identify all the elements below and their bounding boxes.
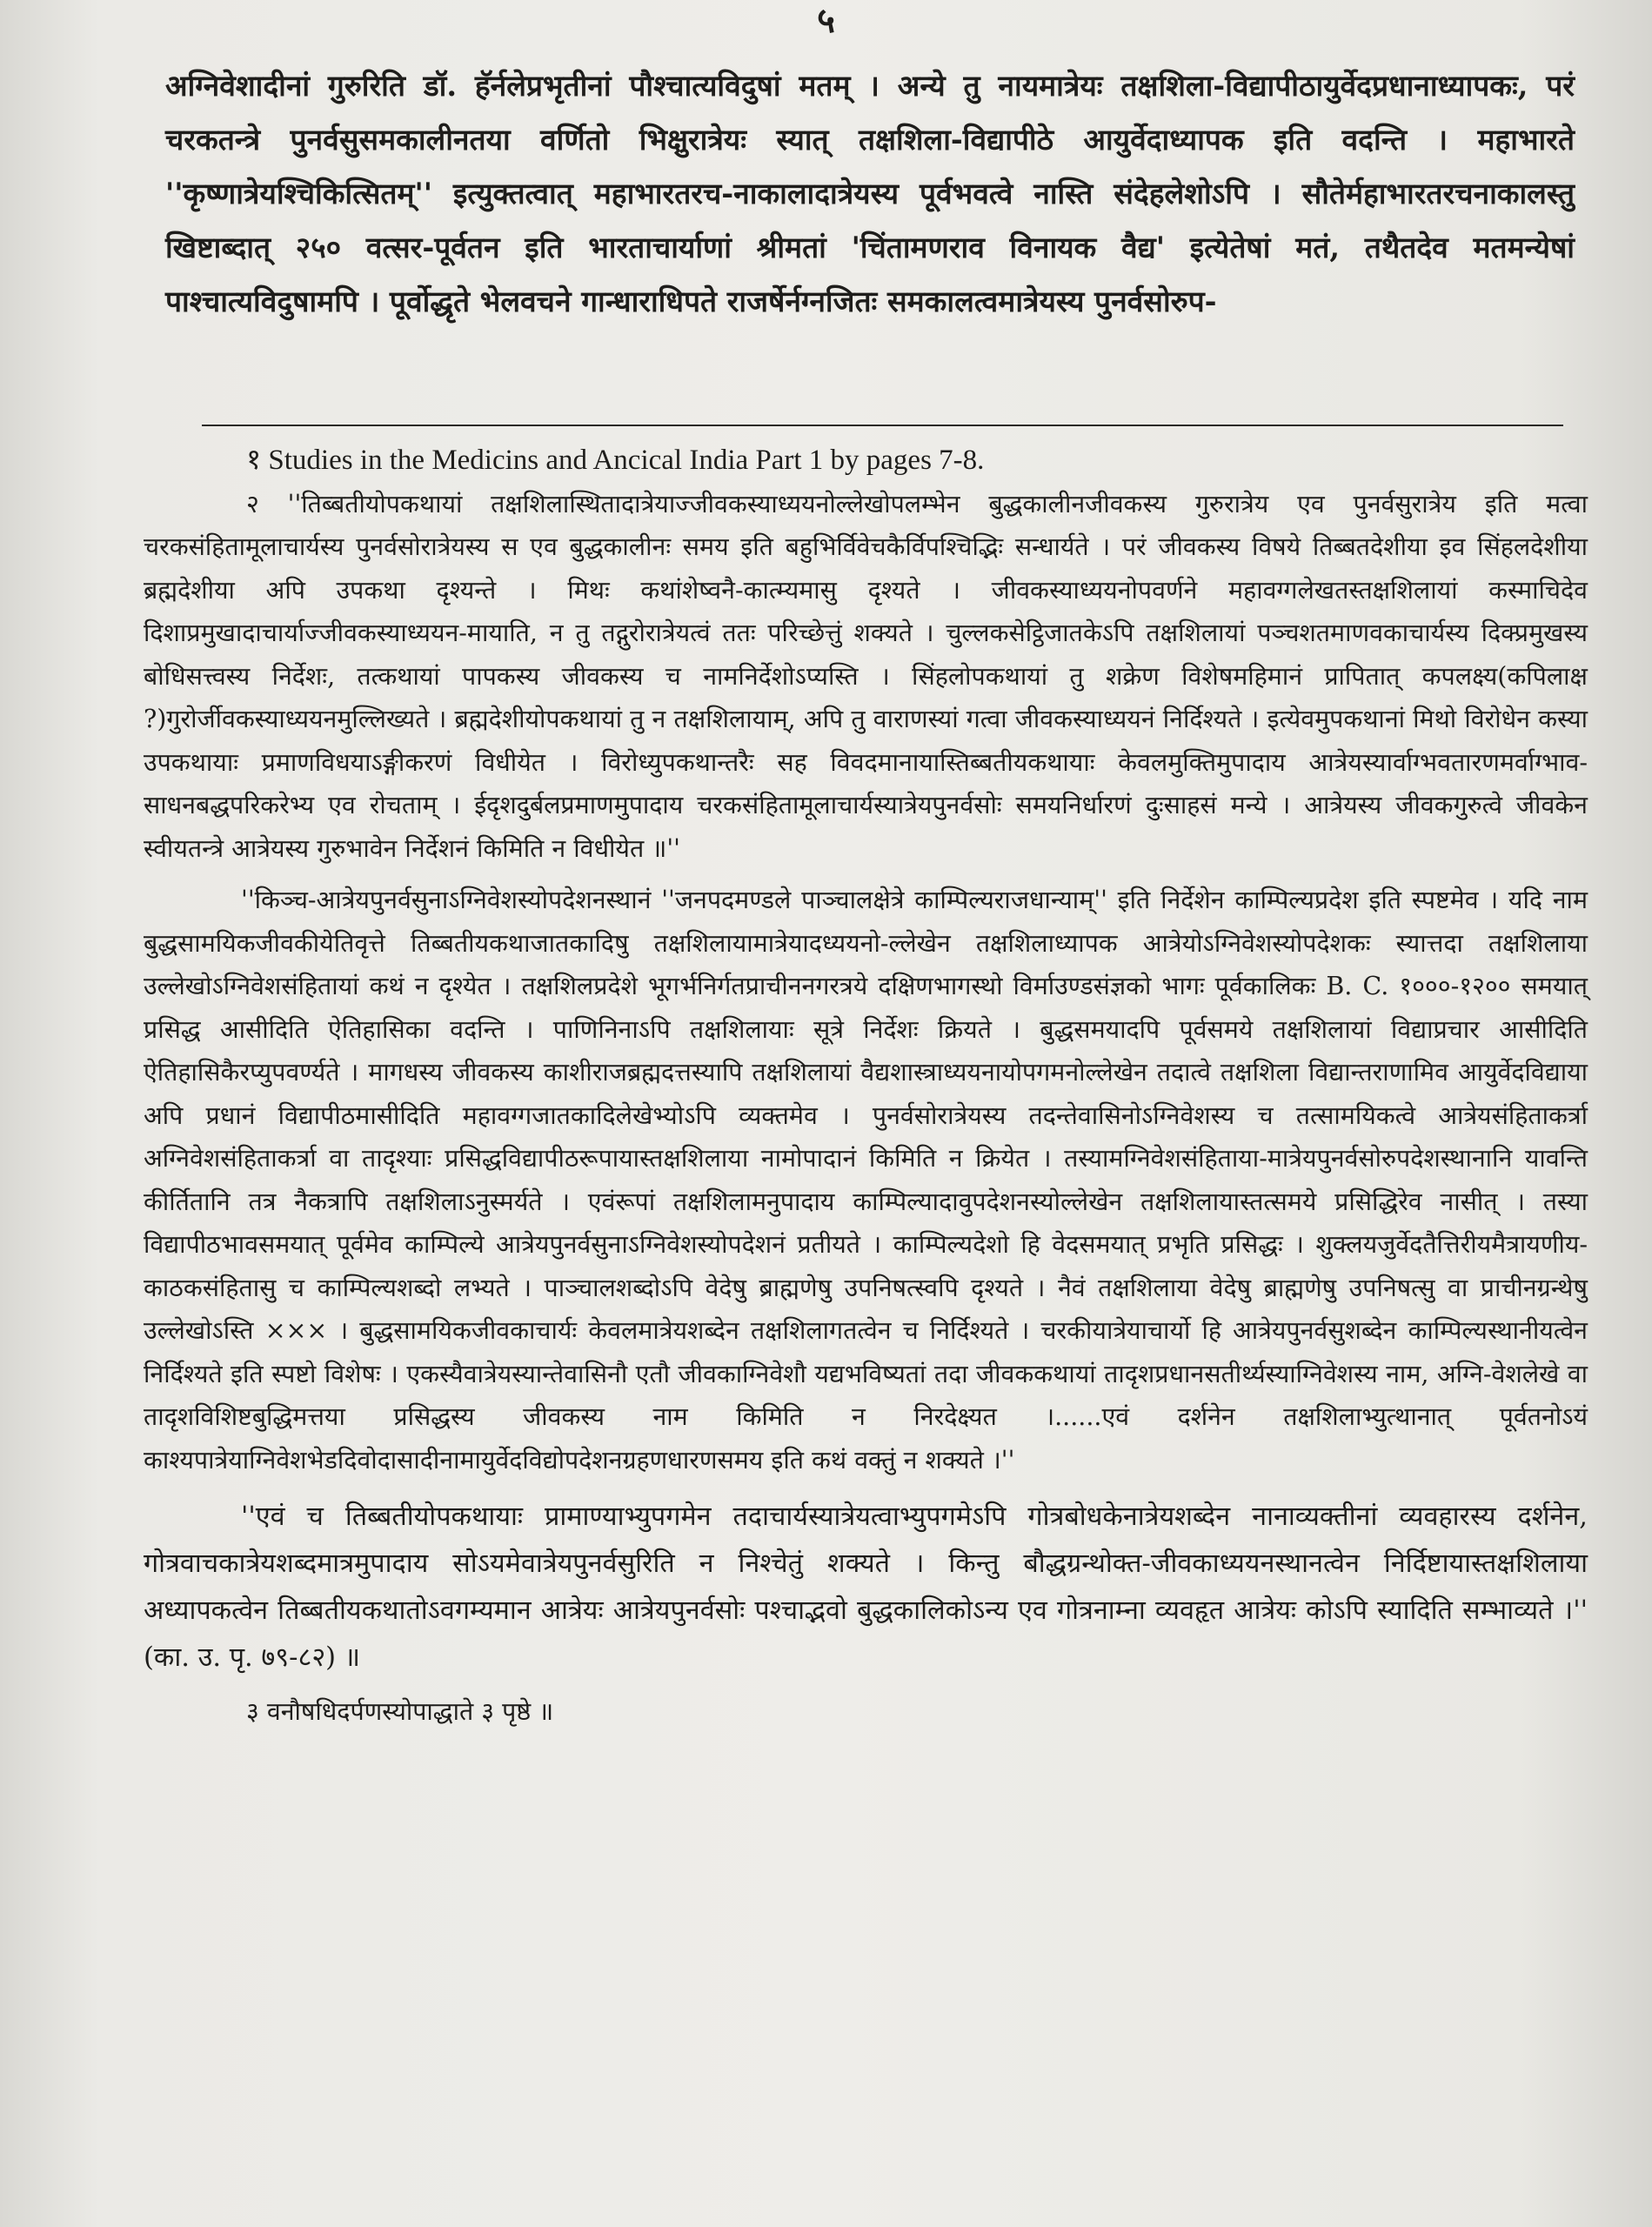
footnote-3: ३ वनौषधिदर्पणस्योपाद्धाते ३ पृष्ठे ॥	[246, 1697, 554, 1726]
footnote-2-paragraph-1: २ ''तिब्बतीयोपकथायां तक्षशिलास्थितादात्रेयाज्जीवकस्याध्ययनोल्लेखोपलम्भेन बुद्धकालीनजीवकस्य गुरुरात्रेय एव पुनर्वसुरात्रेय इति मत्वा चरकसंहितामूलाचार्यस्य पुनर्वसोरात्रेयस्य स एव बुद्धकालीनः समय इति बहुभिर्विवेचकैर्विपश्चिद्भिः सन्धार्यते । परं जीवकस्य विषये तिब्बतदेशीया इव सिंहलदेशीया ब्रह्मदेशीया अपि उपकथा दृश्यन्ते । मिथः कथांशेष्वनै-कात्म्यमासु दृश्यते । जीवकस्याध्ययनोपवर्णने महावग्गलेखतस्तक्षशिलायां कस्माचिदेव दिशाप्रमुखादाचार्याज्जीवकस्याध्ययन-मायाति, न तु तद्गुरोरात्रेयत्वं ततः परिच्छेत्तुं शक्यते । चुल्लकसेट्ठिजातकेऽपि तक्षशिलायां पञ्चशतमाणवकाचार्यस्य दिक्प्रमुखस्य बोधिसत्त्वस्य निर्देशः, तत्कथायां पापकस्य जीवकस्य च नामनिर्देशोऽप्यस्ति । सिंहलोपकथायां तु शक्रेण विशेषमहिमानं प्रापितात् कपलक्ष्य(कपिलाक्ष ?)गुरोर्जीवकस्याध्ययनमुल्लिख्यते । ब्रह्मदेशीयोपकथायां तु न तक्षशिलायाम्, अपि तु वाराणस्यां गत्वा जीवकस्याध्ययनं निर्दिश्यते । इत्येवमुपकथानां मिथो विरोधेन कस्या उपकथायाः प्रमाणविधयाऽङ्गीकरणं विधीयेत । विरोध्युपकथान्तरैः सह विवदमानायास्तिब्बतीयकथायाः केवलमुक्तिमुपादाय आत्रेयस्यार्वाग्भवतारणमर्वाग्भाव-साधनबद्धपरिकरेभ्य एव रोचताम् । ईदृशदुर्बलप्रमाणमुपादाय चरकसंहितामूलाचार्यस्यात्रेयपुनर्वसोः समयनिर्धारणं दुःसाहसं मन्ये । आत्रेयस्य जीवकगुरुत्वे जीवकेन स्वीयतन्त्रे आत्रेयस्य गुरुभावेन निर्देशनं किमिति न विधीयेत ॥''	[144, 489, 1588, 863]
footnotes	[144, 439, 1588, 1734]
footnote-2-paragraph-3: ''एवं च तिब्बतीयोपकथायाः प्रामाण्याभ्युपगमेन तदाचार्यस्यात्रेयत्वाभ्युपगमेऽपि गोत्रबोधकेनात्रेयशब्देन नानाव्यक्तीनां व्यवहारस्य दर्शनेन, गोत्रवाचकात्रेयशब्दमात्रमुपादाय सोऽयमेवात्रेयपुनर्वसुरिति न निश्चेतुं शक्यते । किन्तु बौद्धग्रन्थोक्त-जीवकाध्ययनस्थानत्वेन निर्दिष्टायास्तक्षशिलाया अध्यापकत्वेन तिब्बतीयकथातोऽवगम्यमान आत्रेयः आत्रेयपुनर्वसोः पश्चाद्भवो बुद्धकालिकोऽन्य एव गोत्रनाम्ना व्यवहृत आत्रेयः कोऽपि स्यादिति सम्भाव्यते ।'' (का. उ. पृ. ७९-८२) ॥	[144, 1501, 1588, 1673]
footnote-1: १ Studies in the Medicins and Ancical India Part 1 by pages 7-8.	[246, 445, 985, 476]
footnote-2-paragraph-2: ''किञ्च-आत्रेयपुनर्वसुनाऽग्निवेशस्योपदेशनस्थानं ''जनपदमण्डले पाञ्चालक्षेत्रे काम्पिल्यराजधान्याम्'' इति निर्देशेन काम्पिल्यप्रदेश इति स्पष्टमेव । यदि नाम बुद्धसामयिकजीवकीयेतिवृत्ते तिब्बतीयकथाजातकादिषु तक्षशिलायामात्रेयादध्ययनो-ल्लेखेन तक्षशिलाध्यापक आत्रेयोऽग्निवेशस्योपदेशकः स्यात्तदा तक्षशिलाया उल्लेखोऽग्निवेशसंहितायां कथं न दृश्येत । तक्षशिलप्रदेशे भूगर्भनिर्गतप्राचीननगरत्रये दक्षिणभागस्थो विर्माउण्डसंज्ञको भागः पूर्वकालिकः B. C. १०००-१२०० समयात् प्रसिद्ध आसीदिति ऐतिहासिका वदन्ति । पाणिनिनाऽपि तक्षशिलायाः सूत्रे निर्देशः क्रियते । बुद्धसमयादपि पूर्वसमये तक्षशिलायां विद्याप्रचार आसीदिति ऐतिहासिकैरप्युपवर्ण्यते । मागधस्य जीवकस्य काशीराजब्रह्मदत्तस्यापि तक्षशिलायां वैद्यशास्त्राध्ययनायोपगमनोल्लेखेन तदात्वे तक्षशिला विद्यान्तराणामिव आयुर्वेदविद्याया अपि प्रधानं विद्यापीठमासीदिति महावग्गजातकादिलेखेभ्योऽपि व्यक्तमेव । पुनर्वसोरात्रेयस्य तदन्तेवासिनोऽग्निवेशस्य च तत्सामयिकत्वे आत्रेयसंहिताकर्त्रा अग्निवेशसंहिताकर्त्रा वा तादृश्याः प्रसिद्धविद्यापीठरूपायास्तक्षशिलाया नामोपादानं किमिति न क्रियेत । तस्यामग्निवेशसंहिताया-मात्रेयपुनर्वसोरुपदेशस्थानानि यावन्ति कीर्तितानि तत्र नैकत्रापि तक्षशिलाऽनुस्मर्यते । एवंरूपां तक्षशिलामनुपादाय काम्पिल्यादावुपदेशनस्योल्लेखेन तक्षशिलायास्तत्समये प्रसिद्धिरेव नासीत् । तस्या विद्यापीठभावसमयात् पूर्वमेव काम्पिल्ये आत्रेयपुनर्वसुनाऽग्निवेशस्योपदेशनं प्रतीयते । काम्पिल्यदेशो हि वेदसमयात् प्रभृति प्रसिद्धः । शुक्लयजुर्वेदतैत्तिरीयमैत्रायणीय-काठकसंहितासु च काम्पिल्यशब्दो लभ्यते । पाञ्चालशब्दोऽपि वेदेषु ब्राह्मणेषु उपनिषत्स्वपि दृश्यते । नैवं तक्षशिलाया वेदेषु ब्राह्मणेषु उपनिषत्सु वा प्राचीनग्रन्थेषु उल्लेखोऽस्ति ××× । बुद्धसामयिकजीवकाचार्यः केवलमात्रेयशब्देन तक्षशिलागतत्वेन च निर्दिश्यते । चरकीयात्रेयाचार्यो हि आत्रेयपुनर्वसुशब्देन काम्पिल्यस्थानीयत्वेन निर्दिश्यते इति स्पष्टो विशेषः । एकस्यैवात्रेयस्यान्तेवासिनौ एतौ जीवकाग्निवेशौ यद्यभविष्यतां तदा जीवककथायां तादृशप्रधानसतीर्थ्यस्याग्निवेशस्य नाम, अग्नि-वेशलेखे वा तादृशविशिष्टबुद्धिमत्तया प्रसिद्धस्य जीवकस्य नाम किमिति न निरदेक्ष्यत ।......एवं दर्शनेन तक्षशिलाभ्युत्थानात् पूर्वतनोऽयं काश्यपात्रेयाग्निवेशभेडदिवोदासादीनामायुर्वेदविद्योपदेशनग्रहणधारणसमय इति कथं वक्तुं न शक्यते ।''	[144, 886, 1588, 1475]
page-number: ५	[817, 0, 835, 41]
footnote-divider	[202, 425, 1563, 426]
main-text: अग्निवेशादीनां गुरुरिति डॉ. हॅर्नलेप्रभृतीनां पौश्चात्यविदुषां मतम् । अन्ये तु नायमात्रेयः तक्षशिला-विद्यापीठायुर्वेदप्रधानाध्यापकः, परं चरकतन्त्रे पुनर्वसुसमकालीनतया वर्णितो भिक्षुरात्रेयः स्यात् तक्षशिला-विद्यापीठे आयुर्वेदाध्यापक इति वदन्ति । महाभारते ''कृष्णात्रेयश्चिकित्सितम्'' इत्युक्तत्वात् महाभारतरच-नाकालादात्रेयस्य पूर्वभवत्वे नास्ति संदेहलेशोऽपि । सौतेर्महाभारतरचनाकालस्तु खिष्टाब्दात् २५० वत्सर-पूर्वतन इति भारताचार्याणां श्रीमतां 'चिंतामणराव विनायक वैद्य' इत्येतेषां मतं, तथैतदेव मतमन्येषां पाश्चात्यविदुषामपि । पूर्वोद्धृते भेलवचने गान्धाराधिपते राजर्षेर्नग्नजितः समकालत्वमात्रेयस्य पुनर्वसोरुप-	[165, 69, 1575, 318]
